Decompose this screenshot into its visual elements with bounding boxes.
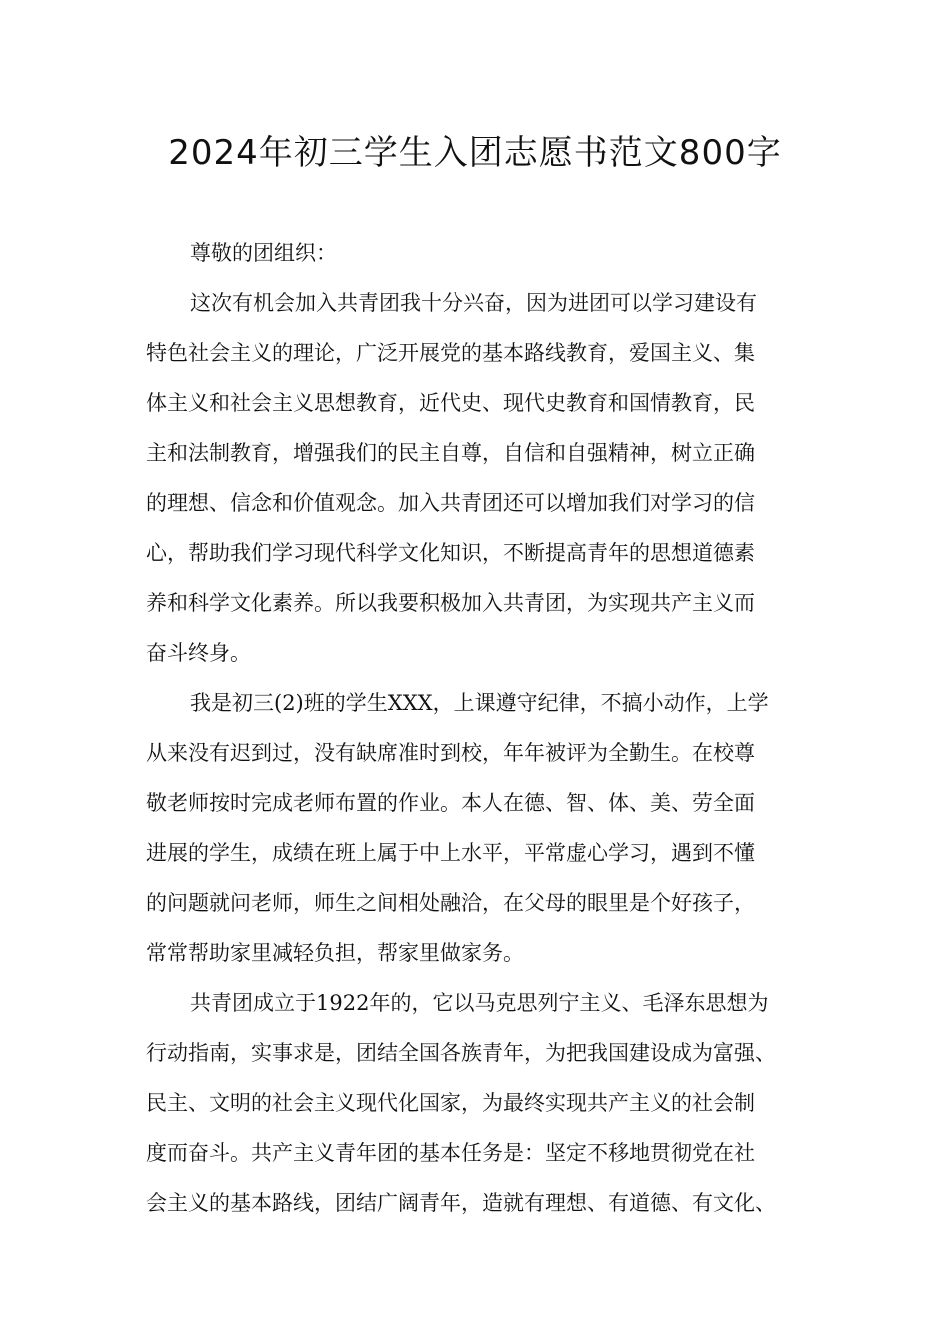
document-title: 2024年初三学生入团志愿书范文800字 bbox=[168, 133, 782, 173]
text-line: 的理想、信念和价值观念。加入共青团还可以增加我们对学习的信 bbox=[146, 491, 755, 515]
text-line: 奋斗终身。 bbox=[146, 641, 251, 665]
text-line: 尊敬的团组织： bbox=[190, 241, 337, 265]
text-line: 心，帮助我们学习现代科学文化知识，不断提高青年的思想道德素 bbox=[146, 541, 755, 565]
text-line: 养和科学文化素养。所以我要积极加入共青团，为实现共产主义而 bbox=[146, 591, 755, 615]
text-line: 会主义的基本路线，团结广阔青年，造就有理想、有道德、有文化、 bbox=[146, 1191, 776, 1215]
text-line: 体主义和社会主义思想教育，近代史、现代史教育和国情教育，民 bbox=[146, 391, 755, 415]
text-line: 行动指南，实事求是，团结全国各族青年，为把我国建设成为富强、 bbox=[146, 1041, 776, 1065]
text-line: 敬老师按时完成老师布置的作业。本人在德、智、体、美、劳全面 bbox=[146, 791, 755, 815]
text-line: 特色社会主义的理论，广泛开展党的基本路线教育，爱国主义、集 bbox=[146, 341, 755, 365]
text-line: 进展的学生，成绩在班上属于中上水平，平常虚心学习，遇到不懂 bbox=[146, 841, 755, 865]
text-line: 度而奋斗。共产主义青年团的基本任务是：坚定不移地贯彻党在社 bbox=[146, 1141, 755, 1165]
text-line: 主和法制教育，增强我们的民主自尊，自信和自强精神，树立正确 bbox=[146, 441, 755, 465]
text-line: 我是初三(2)班的学生XXX，上课遵守纪律，不搞小动作，上学 bbox=[190, 691, 769, 715]
text-line: 民主、文明的社会主义现代化国家，为最终实现共产主义的社会制 bbox=[146, 1091, 755, 1115]
text-line: 这次有机会加入共青团我十分兴奋，因为进团可以学习建设有 bbox=[190, 291, 757, 315]
text-line: 常常帮助家里减轻负担，帮家里做家务。 bbox=[146, 941, 524, 965]
text-line: 共青团成立于1922年的，它以马克思列宁主义、毛泽东思想为 bbox=[190, 991, 769, 1015]
text-line: 的问题就问老师，师生之间相处融洽，在父母的眼里是个好孩子， bbox=[146, 891, 755, 915]
text-line: 从来没有迟到过，没有缺席准时到校，年年被评为全勤生。在校尊 bbox=[146, 741, 755, 765]
document-body bbox=[146, 228, 818, 1228]
